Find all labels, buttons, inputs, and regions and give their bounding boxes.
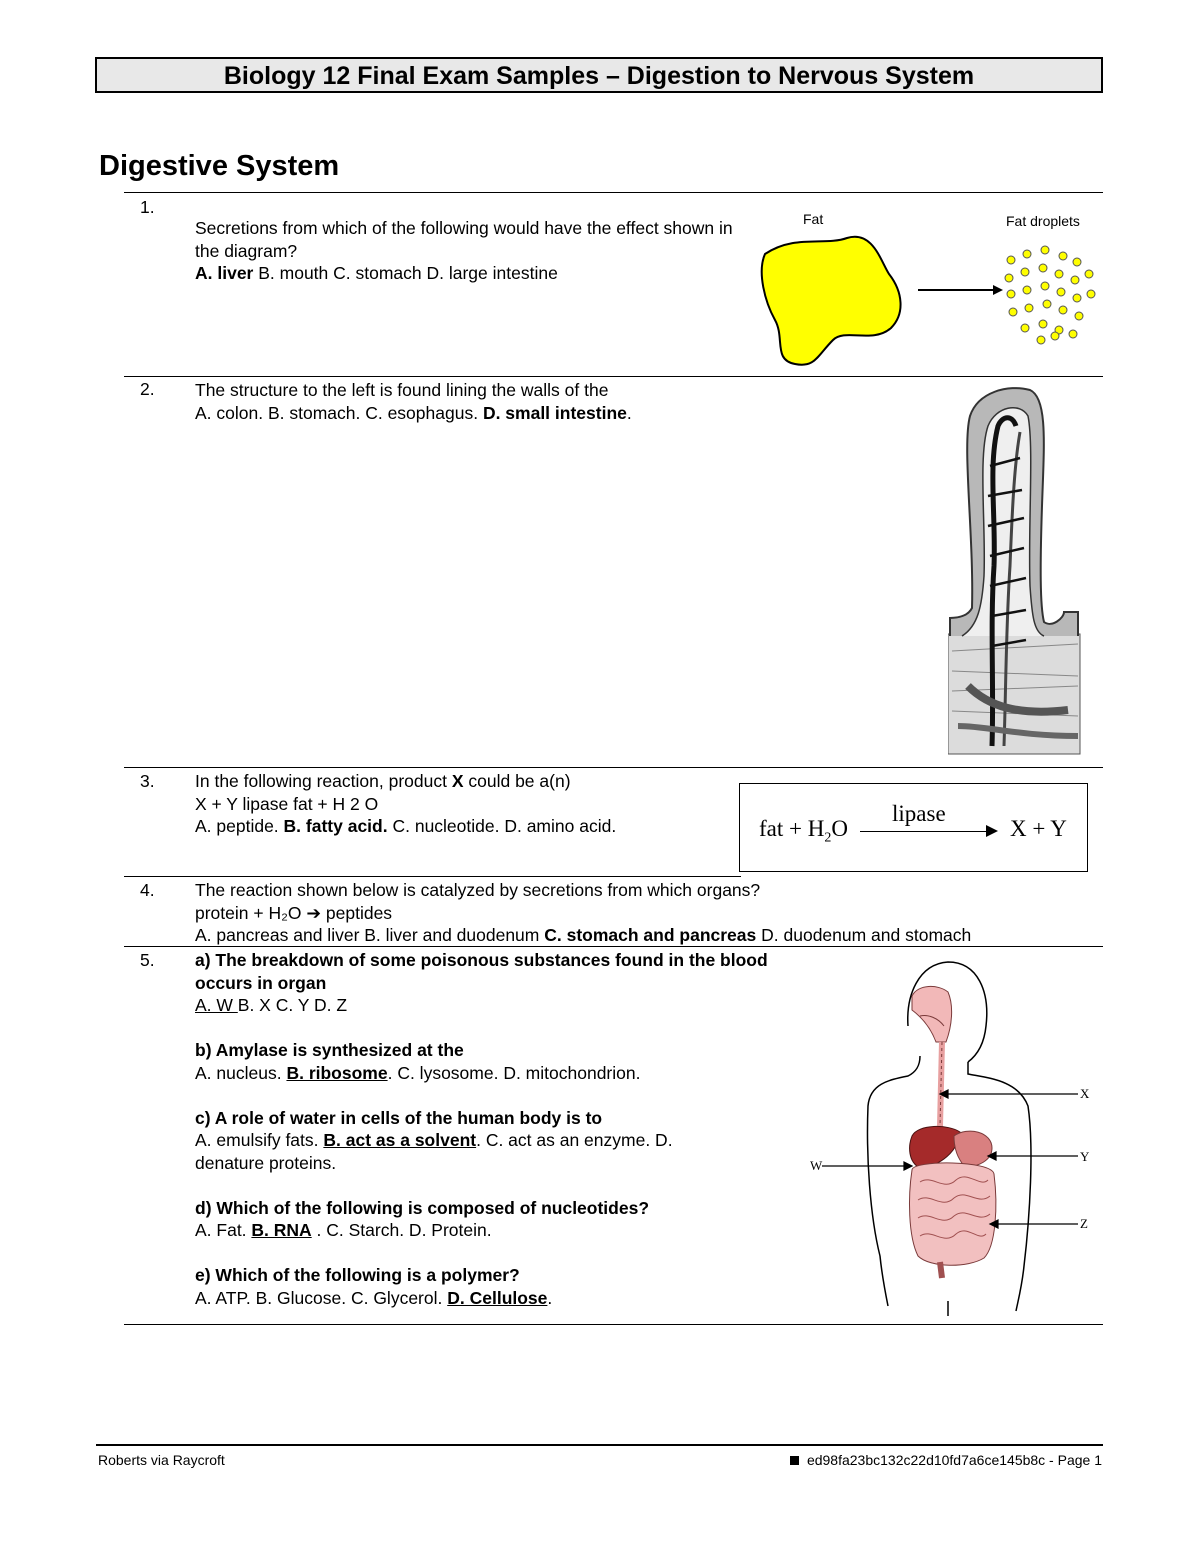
divider [124,946,1103,947]
options-text: A. ATP. B. Glucose. C. Glycerol. [195,1287,448,1308]
correct-answer: B. ribosome [286,1062,388,1083]
label-z: Z [1080,1216,1088,1231]
options-text: . C. act as an enzyme. D. denature proteins. [195,1130,673,1173]
question-4 [195,879,1105,947]
answer-options [195,994,795,1017]
arrow-icon [986,825,998,837]
correct-answer: A. liver [195,263,254,283]
correct-answer: C. stomach and pancreas [544,925,757,945]
answer-options [195,1219,795,1242]
fig-label-fat: Fat [803,211,824,227]
correct-answer: D. small intestine [482,402,627,423]
answer-options [195,402,895,425]
fat-droplet [1005,274,1013,282]
fat-droplet [1021,324,1029,332]
fat-droplet [1085,270,1093,278]
fat-droplet [1073,258,1081,266]
answer-options [195,815,735,838]
subquestion-d: d) Which of the following is composed of nucleotides? [195,1197,650,1218]
reaction-products: X + Y [1010,816,1067,841]
options-text: B. X C. Y D. Z [237,995,348,1015]
question-2 [195,379,895,424]
fat-droplet [1043,300,1051,308]
question-stem [195,770,735,793]
fat-droplet [1059,252,1067,260]
options-text: . C. lysosome. D. mitochondrion. [387,1062,641,1083]
options-text: A. pancreas and liver B. liver and duodenum [195,925,545,945]
options-text: A. colon. B. stomach. C. esophagus. [195,402,483,423]
fat-droplet [1023,286,1031,294]
fat-droplet [1009,308,1017,316]
options-text: . [547,1287,553,1308]
options-text: A. nucleus. [195,1062,287,1083]
fat-droplet [1007,290,1015,298]
options-text: . C. Starch. D. Protein. [311,1220,492,1240]
reaction-enzyme: lipase [892,801,946,826]
footer-page-info [790,1452,1102,1468]
subquestion-e: e) Which of the following is a polymer? [195,1265,520,1285]
fat-droplet [1041,282,1049,290]
reaction-text: protein + H₂O ➔ peptides [195,902,393,923]
subquestion-a: a) The breakdown of some poisonous substances found in the blood occurs in organ [195,950,768,993]
divider [124,1324,1103,1325]
divider [124,192,1103,193]
options-text: D. duodenum and stomach [756,925,972,945]
question-stem: The structure to the left is found lining the walls of the [195,380,609,400]
options-text: . [626,402,632,423]
options-text: B. mouth C. stomach D. large intestine [253,263,558,283]
label-w: W [810,1158,823,1173]
page-title: Biology 12 Final Exam Samples – Digestion to Nervous System [95,57,1103,93]
fig-label-droplets: Fat droplets [1006,213,1080,229]
stem-text: In the following reaction, product [195,771,452,791]
fat-droplet [1051,332,1059,340]
question-5 [195,949,795,1309]
fat-droplet [1057,288,1065,296]
options-text: C. nucleotide. D. amino acid. [387,816,617,836]
fat-emulsification-diagram [755,232,1100,372]
options-text: A. peptide. [195,816,284,836]
fat-droplet [1007,256,1015,264]
fat-droplets [1005,246,1095,344]
question-1 [195,217,735,285]
subquestion-b: b) Amylase is synthesized at the [195,1040,464,1060]
square-icon [790,1456,799,1465]
question-stem: The reaction shown below is catalyzed by secretions from which organs? [195,880,761,900]
answer-options [195,1287,795,1310]
fat-droplet [1073,294,1081,302]
fat-droplet [1041,246,1049,254]
reaction-arrow [860,831,990,832]
divider [124,767,1103,768]
question-stem: Secretions from which of the following would have the effect shown in the diagram? [195,218,733,261]
fat-droplet [1071,276,1079,284]
question-number: 2. [140,379,155,399]
correct-answer: D. Cellulose [447,1287,548,1308]
correct-answer: A. W [195,995,238,1015]
fat-droplet [1037,336,1045,344]
label-y: Y [1080,1149,1090,1164]
question-number: 1. [140,197,155,217]
correct-answer: B. fatty acid. [283,816,388,836]
question-3 [195,770,735,838]
section-heading: Digestive System [99,150,340,182]
question-number: 4. [140,880,155,900]
fat-droplet [1055,270,1063,278]
stem-variable: X [451,771,464,791]
footer-author: Roberts via Raycroft [98,1452,225,1468]
stomach-organ [954,1131,992,1166]
villus-diagram [948,386,1082,764]
fat-droplet [1039,264,1047,272]
answer-options [195,924,1105,947]
options-text: A. emulsify fats. [195,1130,324,1150]
options-text: A. Fat. [195,1220,252,1240]
reaction-reactants: fat + $H_2O$ [759,816,848,846]
correct-answer: B. RNA [251,1220,312,1240]
digestive-system-diagram [808,956,1100,1316]
fat-droplet [1087,290,1095,298]
fat-droplet [1075,312,1083,320]
question-number: 5. [140,950,155,970]
intestines-organ [910,1163,996,1265]
stem-text: could be a(n) [463,771,571,791]
liver-organ [910,1126,960,1168]
fat-droplet [1039,320,1047,328]
divider [124,376,1103,377]
fat-droplet [1059,306,1067,314]
fat-droplet [1023,250,1031,258]
fat-droplet [1021,268,1029,276]
fat-droplet [1025,304,1033,312]
footer-rule [96,1444,1103,1446]
arrow-icon [993,285,1003,295]
footer-page-text: ed98fa23bc132c22d10fd7a6ce145b8c - Page 1 [806,1452,1102,1468]
divider [124,876,741,877]
subquestion-c: c) A role of water in cells of the human body is to [195,1107,603,1128]
equation-text: X + Y lipase fat + H 2 O [195,793,379,814]
label-x: X [1080,1086,1090,1101]
reaction-box [739,783,1088,872]
fat-blob [762,237,901,365]
answer-options [195,1129,740,1174]
answer-options [195,1062,795,1085]
correct-answer: B. act as a solvent [323,1130,477,1150]
question-number: 3. [140,771,155,791]
answer-options [195,262,735,285]
fat-droplet [1069,330,1077,338]
